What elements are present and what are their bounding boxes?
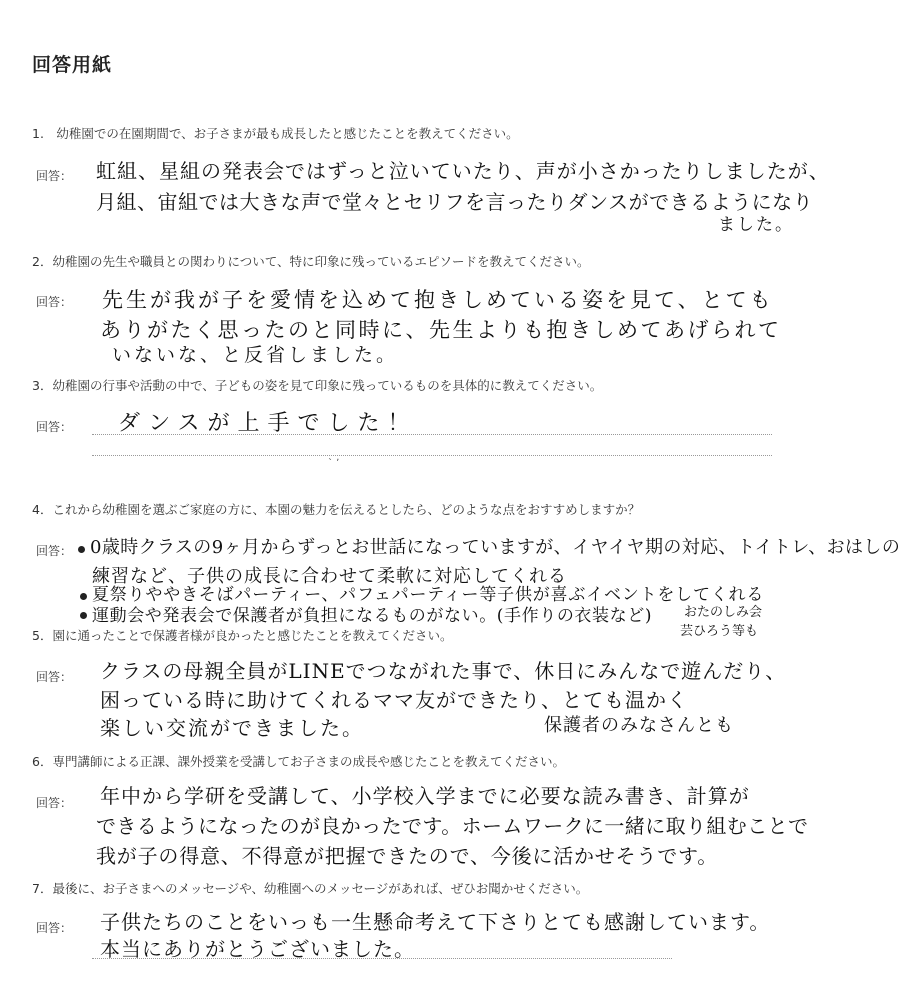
question-6: 6．専門講師による正課、課外授業を受講してお子さまの成長や感じたことを教えてください。 [32,754,565,769]
answer-6-line-2: できるようになったのが良かったです。ホームワークに一緒に取り組むことで [96,814,809,838]
answer-3-rule-1 [92,434,772,435]
answer-2-line-2: ありがたく思ったのと同時に、先生よりも抱きしめてあげられて [100,318,782,342]
answer-7-line-1: 子供たちのことをいっも一生懸命考えて下さりとても感謝しています。 [100,910,771,934]
answer-4-line-3: 夏祭りややきそばパーティー、パフェパーティー等子供が喜ぶイベントをしてくれる [92,585,765,605]
answer-3-line-1: ダンスが上手でした！ [118,411,418,436]
answer-5-line-2: 困っている時に助けてくれるママ友ができたり、とても温かく [100,688,688,712]
answer-6-line-3: 我が子の得意、不得意が把握できたので、今後に活かせそうです。 [96,844,718,868]
answer-label-2: 回答： [36,295,73,309]
question-4: 4．これから幼稚園を選ぶご家庭の方に、本園の魅力を伝えるとしたら、どのような点をおすすめしますか？ [32,502,641,517]
answer-5-line-1: クラスの母親全員がLINEでつながれた事で、休日にみんなで遊んだり、 [100,659,787,683]
answer-4-line-2: 練習など、子供の成長に合わせて柔軟に対応してくれる [92,566,567,587]
answer-4-note-2: 芸ひろう等も [680,624,759,639]
answer-4-line-1: 0歳時クラスの9ヶ月からずっとお世話になっていますが、イヤイヤ期の対応、トイトレ、おはしの [90,537,900,558]
answer-label-3: 回答： [36,420,73,434]
answer-5-insert-note: 保護者のみなさんとも [544,715,734,736]
answer-4-line-4: 運動会や発表会で保護者が負担になるものがない。(手作りの衣装など) [92,606,653,626]
question-7: 7．最後に、お子さまへのメッセージや、幼稚園へのメッセージがあれば、ぜひお聞かせください。 [32,881,589,896]
page-title: 回答用紙 [32,54,113,76]
answer-3-rule-2 [92,455,772,456]
bullet-1 [78,546,85,553]
answer-label-4: 回答： [36,544,73,558]
bullet-2 [80,593,87,600]
answer-5-line-3: 楽しい交流ができました。 [100,716,364,740]
answer-7-line-2: 本当にありがとうございました。 [100,937,415,961]
pen-mark: ` ʼ [328,458,340,469]
answer-1-line-3: ました。 [718,215,794,235]
answer-7-rule [92,958,672,959]
answer-4-note-1: おたのしみ会 [684,605,763,620]
answer-1-line-1: 虹組、星組の発表会ではずっと泣いていたり、声が小さかったりしましたが、 [96,159,830,183]
question-2: 2．幼稚園の先生や職員との関わりについて、特に印象に残っているエピソードを教えてください。 [32,254,590,269]
question-5: 5．園に通ったことで保護者様が良かったと感じたことを教えてください。 [32,628,453,643]
answer-label-7: 回答： [36,921,73,935]
question-1: 1. 幼稚園での在園期間で、お子さまが最も成長したと感じたことを教えてください。 [32,126,519,141]
bullet-3 [80,612,87,619]
question-3: 3．幼稚園の行事や活動の中で、子どもの姿を見て印象に残っているものを具体的に教えてください。 [32,378,603,393]
answer-label-6: 回答： [36,796,73,810]
answer-2-line-3: いないな、と反省しました。 [112,344,399,366]
answer-2-line-1: 先生が我が子を愛情を込めて抱きしめている姿を見て、とても [102,288,774,312]
answer-6-line-1: 年中から学研を受講して、小学校入学までに必要な読み書き、計算が [100,784,750,808]
answer-1-line-2: 月組、宙組では大きな声で堂々とセリフを言ったりダンスができるようになり [96,190,814,214]
answer-label-5: 回答： [36,670,73,684]
answer-label-1: 回答： [36,169,73,183]
